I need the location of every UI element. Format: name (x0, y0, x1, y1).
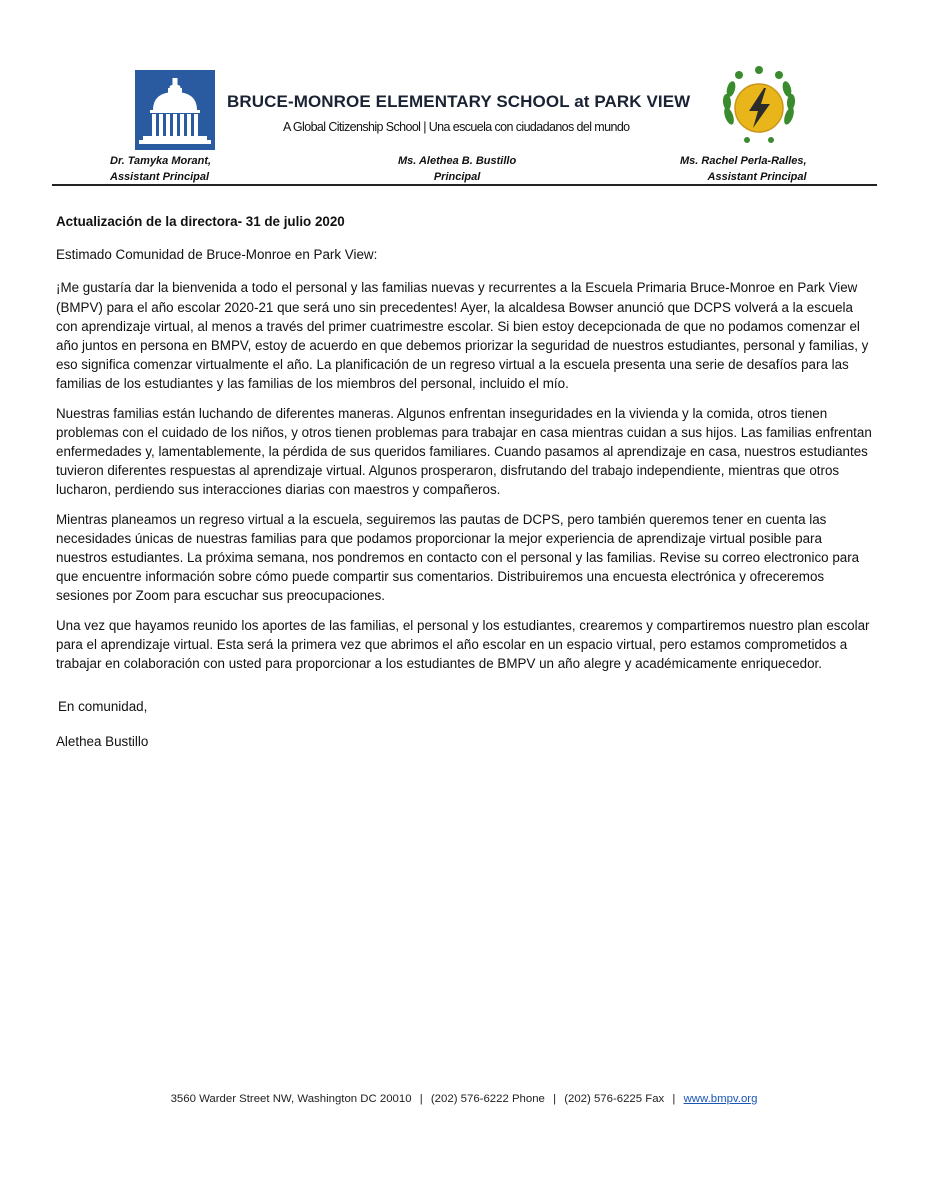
staff-principal (398, 153, 516, 185)
staff-title: Principal (433, 171, 481, 183)
staff-assistant-principal-2 (680, 153, 807, 185)
letter-paragraph: Mientras planeamos un regreso virtual a la escuela, seguiremos las pautas de DCPS, pero también queremos tener en cuenta las necesidades únicas de nuestras familias para que podamos proporcionar la mejor experiencia de aprendizaje virtual posible para nuestros estudiantes. La próxima semana, nos pondremos en contacto con el personal y las familias. Revise su correo electronico para que encuentre información sobre cómo puede compartir sus comentarios. Distribuiremos una encuesta electrónica y ofreceremos sesiones por Zoom para escuchar sus preocupaciones. (56, 511, 860, 604)
footer-separator: | (419, 1093, 423, 1105)
staff-title: Assistant Principal (110, 171, 210, 183)
letter-closing: En comunidad, (58, 699, 148, 715)
school-name: BRUCE-MONROE ELEMENTARY SCHOOL at PARK VIEW (227, 92, 691, 111)
footer-contact (0, 1093, 928, 1105)
staff-assistant-principal-1 (110, 153, 211, 185)
footer-separator: | (672, 1093, 676, 1105)
footer-phone: (202) 576-6222 Phone (430, 1093, 545, 1105)
letter-paragraph: Una vez que hayamos reunido los aportes de las familias, el personal y los estudiantes, crearemos y compartiremos nuestro plan escolar para el aprendizaje virtual. Esta será la primera vez que abrimos el año escolar en un espacio virtual, pero estamos comprometidos a trabajar en colaboración con usted para proporcionar a los estudiantes de BMPV un año alegre y académicamente enriquecedor. (56, 617, 870, 672)
letter-body (56, 212, 876, 752)
staff-name: Ms. Alethea B. Bustillo (398, 155, 517, 167)
staff-name: Dr. Tamyka Morant, (110, 155, 212, 167)
letter-greeting: Estimado Comunidad de Bruce-Monroe en Park View: (56, 247, 378, 263)
letter-title: Actualización de la directora- 31 de julio 2020 (56, 214, 345, 229)
footer-website-link[interactable]: www.bmpv.org (683, 1093, 758, 1105)
letter-signature: Alethea Bustillo (56, 734, 149, 750)
staff-name: Ms. Rachel Perla-Ralles, (680, 155, 807, 167)
capitol-dome-icon (135, 70, 215, 150)
staff-title: Assistant Principal (707, 171, 807, 183)
header-divider (52, 184, 877, 186)
footer-separator: | (553, 1093, 557, 1105)
letter-paragraph: ¡Me gustaría dar la bienvenida a todo el personal y las familias nuevas y recurrentes a la Escuela Primaria Bruce-Monroe en Park View (BMPV) para el año escolar 2020-21 que será uno sin precedentes! Ayer, la alcaldesa Bowser anunció que DCPS volverá a la escuela con aprendizaje virtual, al menos a través del primer cuatrimestre escolar. Si bien estoy decepcionada de que no podamos comenzar el año juntos en persona en BMPV, estoy de acuerdo en que debemos priorizar la seguridad de nuestros estudiantes, personal y familias, y eso significa comenzar virtualmente el año. La planificación de un regreso virtual a la escuela presenta una serie de desafíos para las familias de los estudiantes y las familias de los miembros del personal, incluido el mío. (56, 280, 869, 392)
lightning-bolt-emblem-icon (717, 64, 801, 148)
letter-paragraph: Nuestras familias están luchando de diferentes maneras. Algunos enfrentan inseguridades en la vivienda y la comida, otros tienen problemas con el cuidado de los niños, y otros tienen problemas para trabajar en casa mientras cuidan a sus hijos. Las familias enfrentan enfermedades y, lamentablemente, la pérdida de sus queridos familiares. Cuando pasamos al aprendizaje en casa, nuestros estudiantes tuvieron diferentes respuestas al aprendizaje virtual. Algunos prosperaron, disfrutando del trabajo independiente, mientras que otros lucharon, perdiendo sus interacciones diarias con maestros y compañeros. (56, 405, 872, 498)
school-tagline: A Global Citizenship School | Una escuela con ciudadanos del mundo (283, 120, 630, 134)
footer-address: 3560 Warder Street NW, Washington DC 20010 (170, 1093, 412, 1105)
footer-fax: (202) 576-6225 Fax (564, 1093, 665, 1105)
